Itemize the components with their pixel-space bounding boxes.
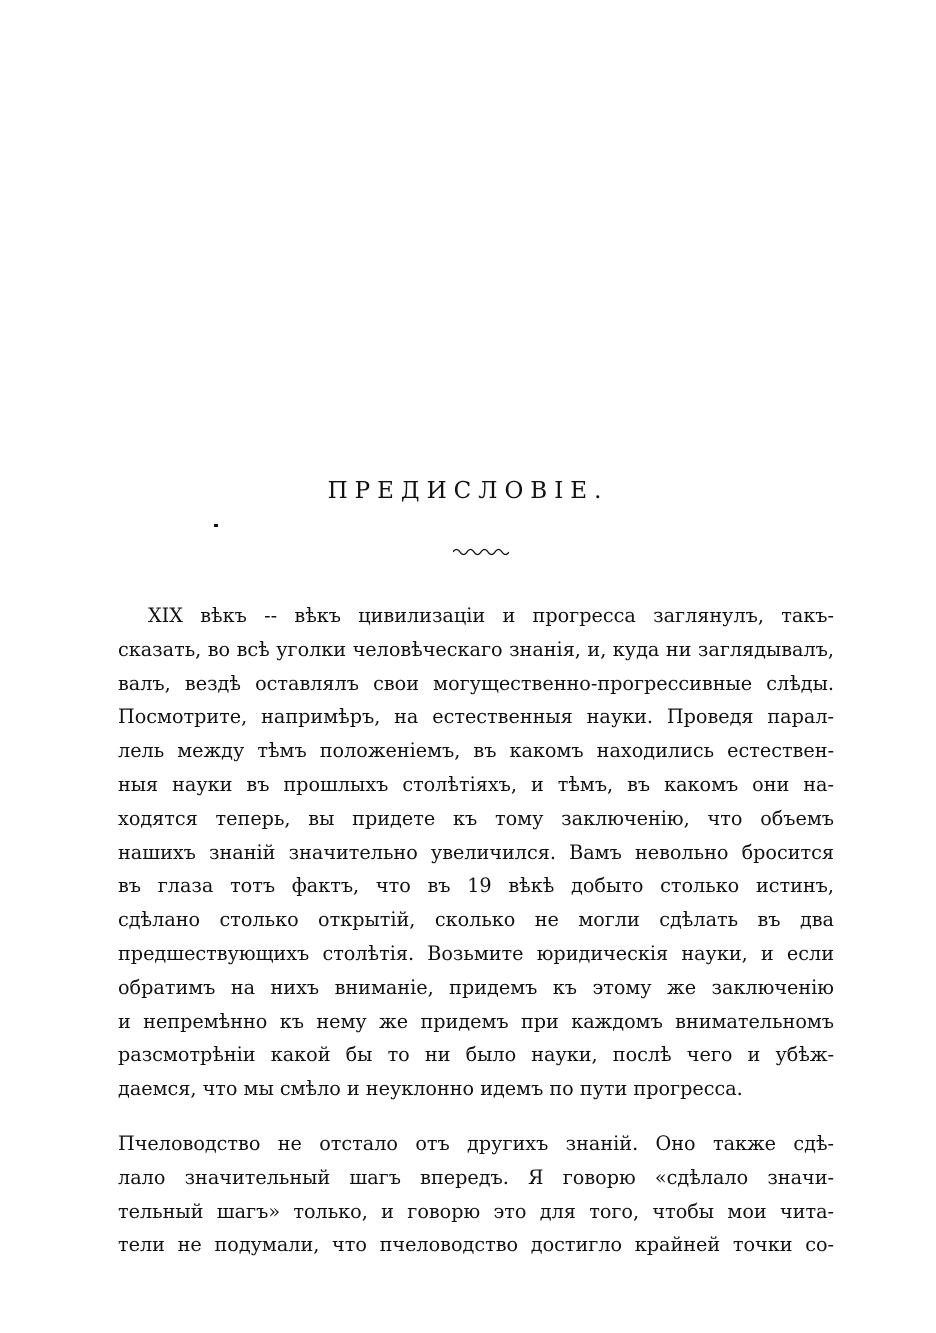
text-line: разсмотрѣніи какой бы то ни было науки, послѣ чего и убѣж- — [118, 1043, 834, 1067]
text-line: Посмотрите, напримѣръ, на естественныя науки. Проведя парал- — [118, 705, 834, 729]
text-line: и непремѣнно къ нему же придемъ при каждомъ внимательномъ — [118, 1009, 834, 1033]
decorative-wave-ornament — [453, 546, 509, 556]
page-title: ПРЕДИСЛОВІЕ. — [327, 478, 609, 504]
text-line: ходятся теперь, вы придете къ тому заключенію, что объемъ — [118, 806, 834, 830]
text-line: валъ, вездѣ оставлялъ свои могущественно-прогрессивные слѣды. — [118, 671, 834, 695]
stray-ink-mark — [214, 524, 218, 527]
paragraph-2 — [118, 1127, 834, 1262]
text-line: нашихъ знаній значительно увеличился. Вамъ невольно бросится — [118, 840, 834, 864]
text-line: обратимъ на нихъ вниманіе, придемъ къ этому же заключенію — [118, 975, 834, 999]
text-line: XIX вѣкъ -- вѣкъ цивилизаціи и прогресса заглянулъ, такъ- — [148, 604, 834, 627]
text-line: лель между тѣмъ положеніемъ, въ какомъ находились естествен- — [118, 739, 834, 763]
text-line: тельный шагъ» только, и говорю это для того, чтобы мои чита- — [118, 1199, 834, 1223]
text-line: предшествующихъ столѣтія. Возьмите юридическія науки, и если — [118, 941, 834, 965]
text-line: въ глаза тотъ фактъ, что въ 19 вѣкѣ добыто столько истинъ, — [118, 874, 834, 898]
text-line: сказать, во всѣ уголки человѣческаго знанія, и, куда ни заглядывалъ, — [118, 637, 834, 661]
text-line: даемся, что мы смѣло и неуклонно идемъ по пути прогресса. — [118, 1077, 743, 1101]
text-line: тели не подумали, что пчеловодство достигло крайней точки со- — [118, 1233, 834, 1257]
text-line: Пчеловодство не отстало отъ другихъ знаній. Оно также сдѣ- — [118, 1132, 834, 1155]
text-line: ныя науки въ прошлыхъ столѣтіяхъ, и тѣмъ, въ какомъ они на- — [118, 772, 834, 796]
text-line: сдѣлано столько открытій, сколько не могли сдѣлать въ два — [118, 908, 834, 932]
paragraph-1 — [118, 599, 834, 1106]
text-line: лало значительный шагъ впередъ. Я говорю «сдѣлало значи- — [118, 1165, 834, 1189]
